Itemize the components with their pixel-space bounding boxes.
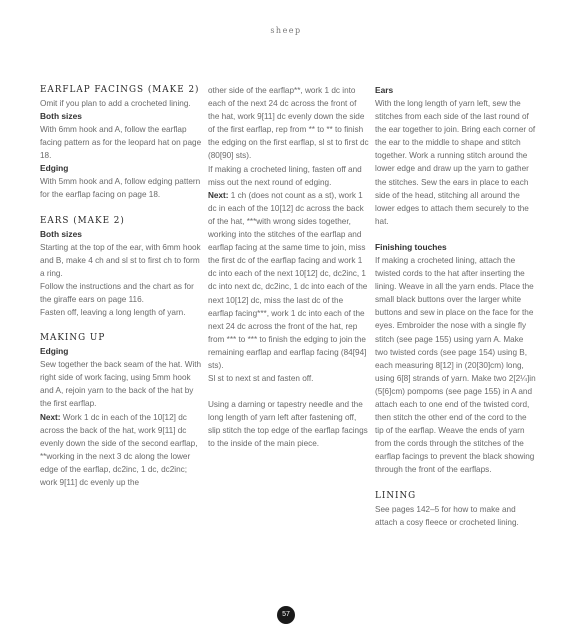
slip-stitch-text: Using a darning or tapestry needle and the long length of yarn left after fastening off, slip stitch the top edge of the earflap facings to the inside of the main piece. [208,400,368,449]
column-3 [375,84,537,529]
lining-text: See pages 142–5 for how to make and attach a cosy fleece or crocheted lining. [375,504,519,527]
next-label: Next: [208,190,229,200]
finishing-touches-text: If making a crocheted lining, attach the twisted cords to the hat after inserting the lining. Weave in all the yarn ends. Place the small black buttons over the larger white buttons and sew in place on the face for the eyes. Embroider the nose with a single fly stitch (see page 155) using yarn A. Make two twisted cords (see page 154) using B, each measuring 8[12] in (20[30]cm) long, using 6[8] strands of yarn. Make two 2[2¼]in (5[6]cm) pompoms (see page 155) in A and attach each to one end of the twisted cord, then stitch the other end of the cord to the tip of the earflap. Weave the ends of yarn from the cords through the stitches of the earflap facings to prevent the black showing through the front of the earflaps. [375,255,536,475]
earflap-intro: Omit if you plan to add a crocheted lining. [40,99,191,108]
making-up-next-paragraph [40,411,202,490]
earflap-edging-text: With 5mm hook and A, follow edging pattern for the earflap facing on page 18. [40,177,201,200]
join-next-paragraph [208,189,370,372]
ears-text-fasten: Fasten off, leaving a long length of yarn. [40,308,186,318]
both-sizes-subheading: Both sizes [40,111,82,122]
finishing-touches-subheading: Finishing touches [375,241,447,252]
earflap-both-sizes-text: With 6mm hook and A, follow the earflap facing pattern as for the leopard hat on page 18. [40,125,202,161]
ears-finishing-subheading: Ears [375,85,394,95]
next-text: 1 ch (does not count as a st), work 1 dc in each of the 10[12] dc across the back of the hat, ***with wrong sides together, working into the stitches of the earflap and earflap facing at the same time to join, miss the first dc of the earflap facing and work 1 dc into each of the next 10[12] dc, dc2inc, 1 dc into next dc, dc2inc, 1 dc into each of the next 10[12] dc, miss the last dc of the earflap facing***, work 1 dc into each of the next 24 dc across the front of the hat, rep from *** to *** to finish the edging to join the remaining earflap and earflap facing (84[94] sts). [208,190,368,370]
ears-text-chart: Follow the instructions and the chart as for the giraffe ears on page 116. [40,281,194,304]
ears-both-sizes-subheading: Both sizes [40,228,82,239]
making-up-heading: MAKING UP [40,333,106,344]
fasten-off-text: Sl st to next st and fasten off. [208,374,314,384]
next-text: Work 1 dc in each of the 10[12] dc across the back of the hat, work 9[11] dc evenly down the side of the second earflap, **working in the next 3 dc along the lower edge of the earflap, dc2inc, 1 dc, dc2inc; work 9[11] dc evenly up the [40,412,198,487]
running-head: sheep [270,26,302,35]
making-up-edging-text: Sew together the back seam of the hat. With right side of work facing, using 5mm hook and A, rejoin yarn to the back of the hat by the first earflap. [40,360,202,409]
ears-heading: EARS (MAKE 2) [40,215,125,226]
lining-note-text: If making a crocheted lining, fasten off and miss out the next round of edging. [208,164,362,187]
column-2 [208,84,370,451]
lining-heading: LINING [375,490,417,501]
ears-text-start: Starting at the top of the ear, with 6mm hook and B, make 4 ch and sl st to first ch to form a ring. [40,242,201,278]
ears-finishing-text: With the long length of yarn left, sew the stitches from each side of the last round of the ear together to join. Bring each corner of the ear to the middle to shape and stitch together. Work a running stitch around the lower edge and draw up the yarn to gather the stitches. Sew the ears in place to each side of the head, stitching all around the lower edges to attach them securely to the hat. [375,99,536,226]
edging-subheading: Edging [40,163,69,174]
edging-continued-text: other side of the earflap**, work 1 dc into each of the next 24 dc across the front of the hat, work 9[11] dc evenly down the side of the first earflap, rep from ** to ** to finish the edging on the first earflap, sl st to first dc (80[90] sts). [208,86,369,161]
making-up-edging-subheading: Edging [40,346,69,357]
earflap-facings-heading: EARFLAP FACINGS (MAKE 2) [40,85,200,95]
next-label: Next: [40,412,61,422]
column-1 [40,84,202,489]
page-number-badge: 57 [277,606,295,624]
